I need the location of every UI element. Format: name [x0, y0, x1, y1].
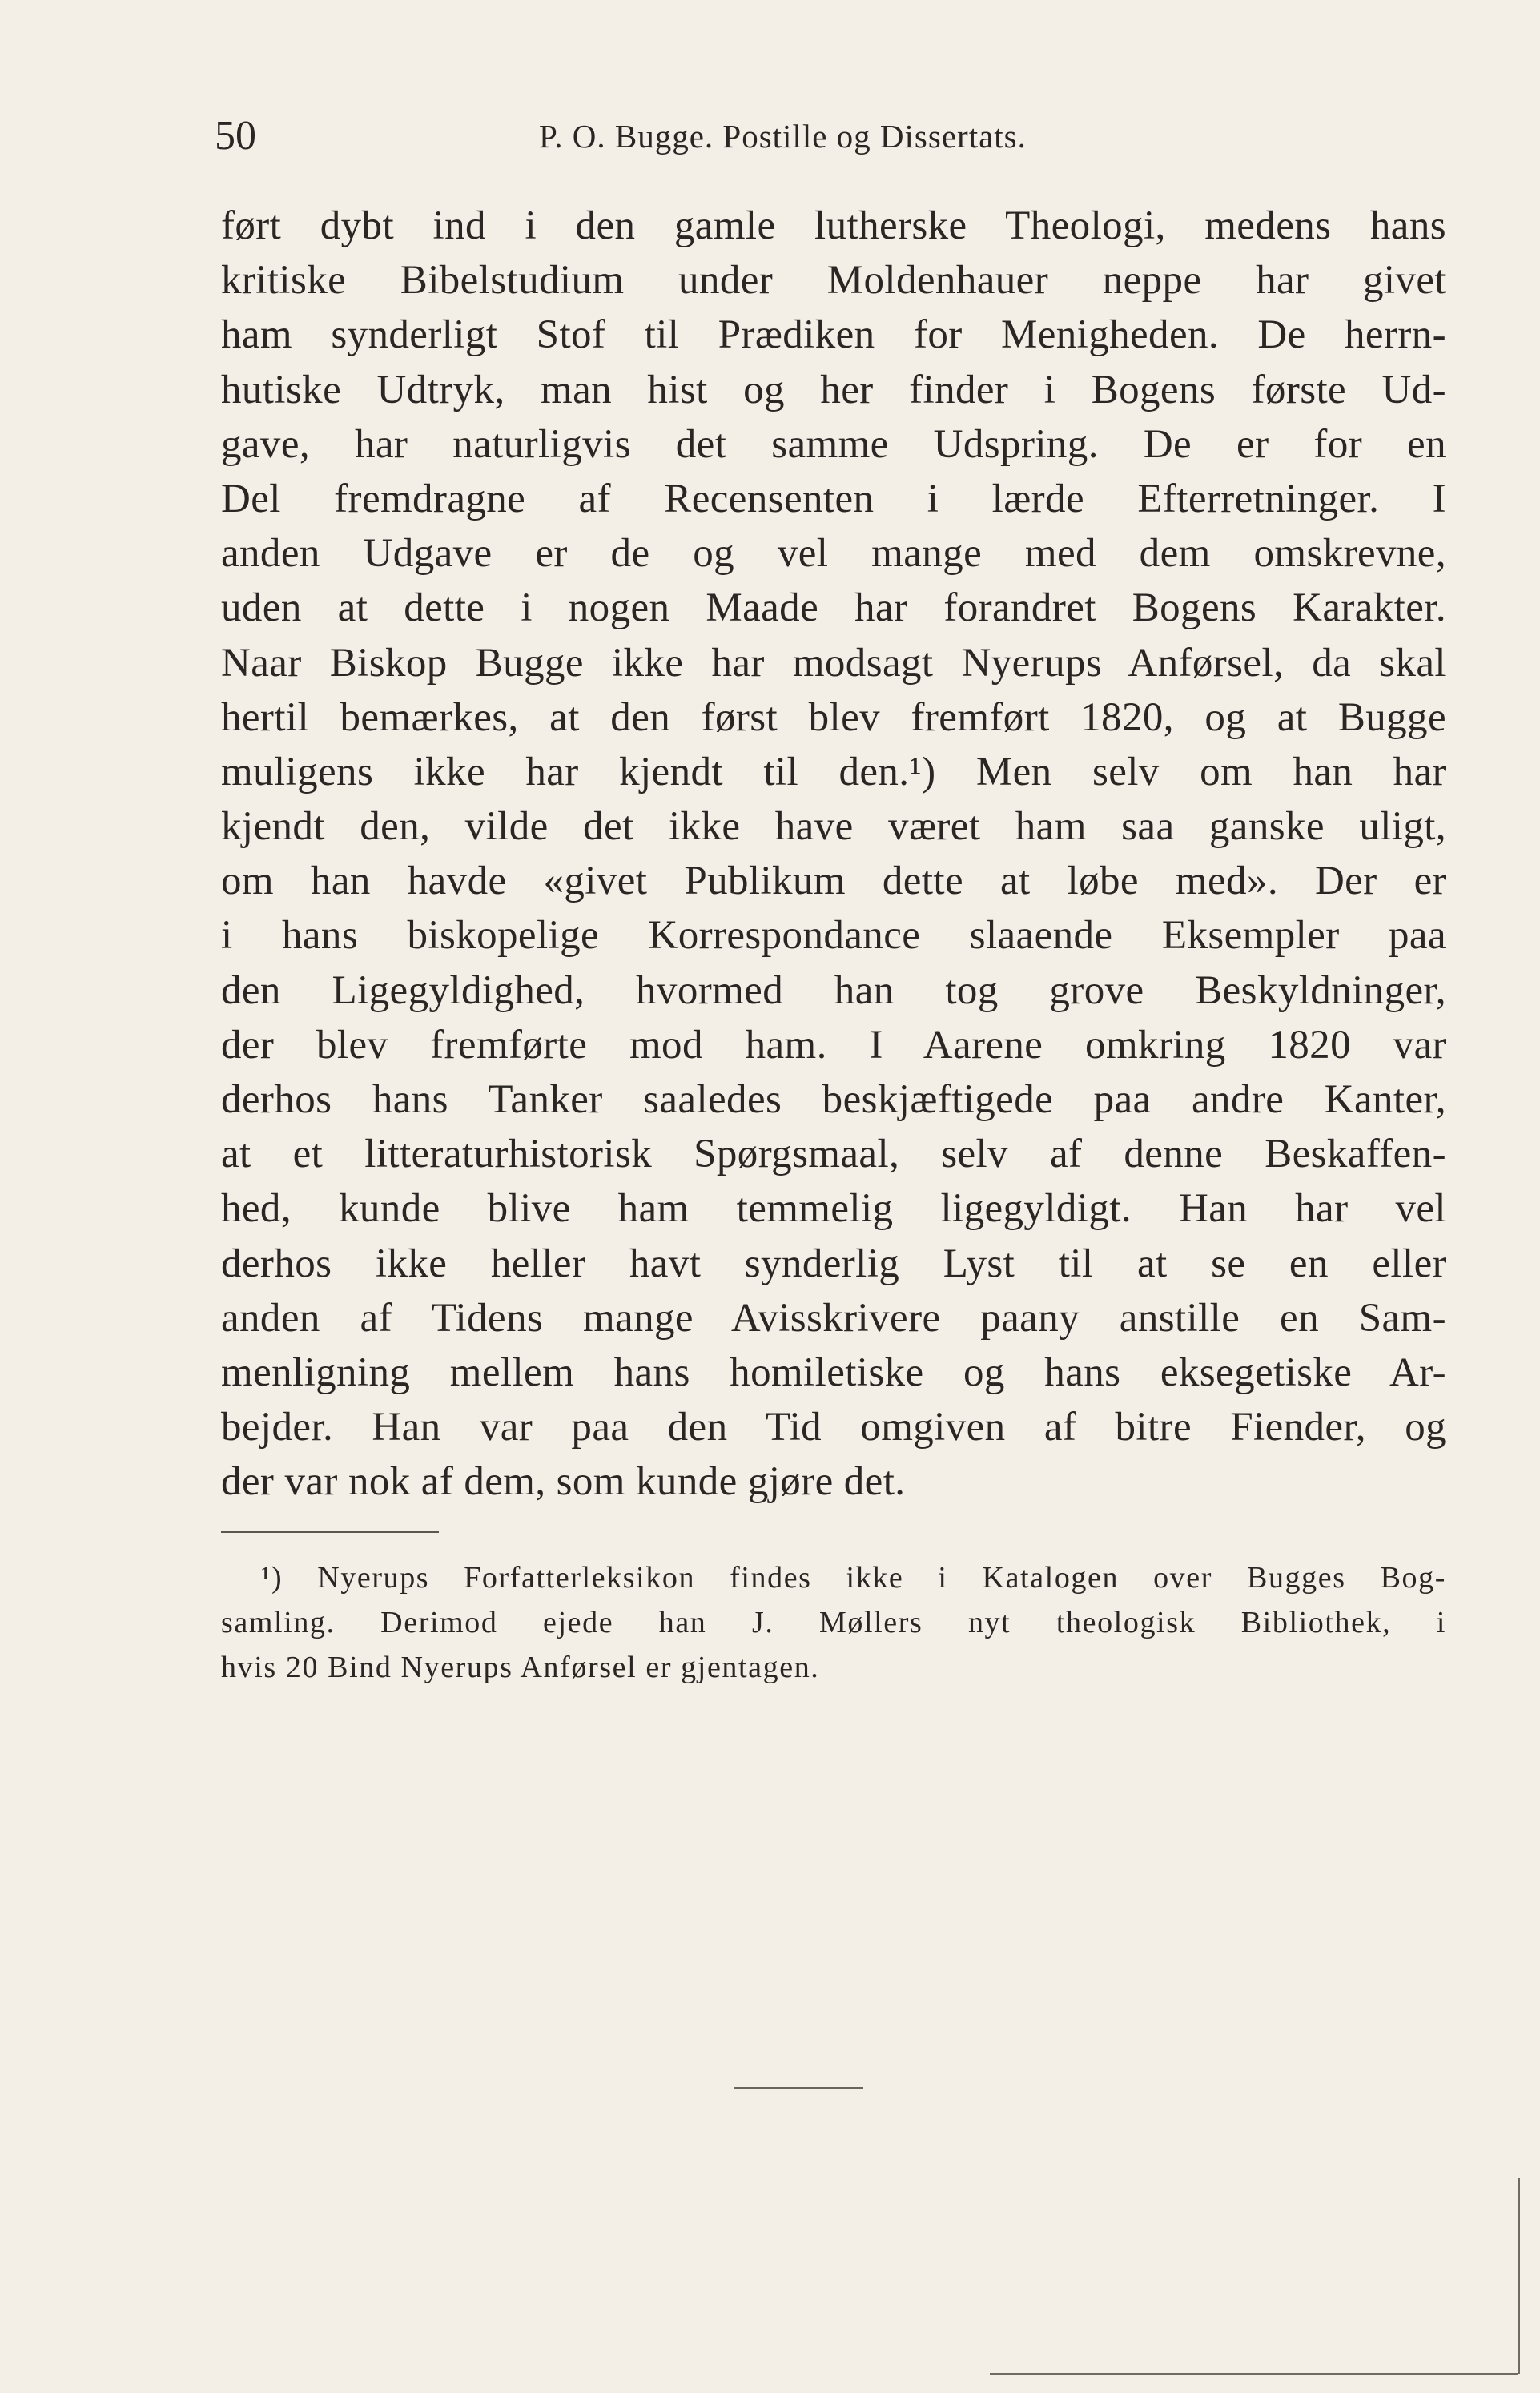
text-line: hed, kunde blive ham temmelig ligegyldigt. Han har vel — [221, 1186, 1446, 1232]
text-line: bejder. Han var paa den Tid omgiven af bitre Fiender, og — [221, 1405, 1446, 1450]
text-line: menligning mellem hans homiletiske og hans eksegetiske Ar- — [221, 1349, 1446, 1395]
text-line: Del fremdragne af Recensenten i lærde Efterretninger. I — [221, 476, 1446, 521]
text-line: kjendt den, vilde det ikke have været ham saa ganske uligt, — [221, 804, 1446, 850]
text-line: gave, har naturligvis det samme Udspring. De er for en — [221, 421, 1446, 467]
text-line: derhos hans Tanker saaledes beskjæftigede paa andre Kanter, — [221, 1077, 1446, 1122]
page-number: 50 — [215, 113, 256, 159]
text-line: anden Udgave er de og vel mange med dem omskrevne, — [221, 531, 1446, 577]
text-line: hutiske Udtryk, man hist og her finder i Bogens første Ud- — [221, 367, 1446, 412]
running-title: P. O. Bugge. Postille og Dissertats. — [539, 118, 1027, 155]
footnote-divider — [221, 1531, 439, 1533]
text-line: anden af Tidens mange Avisskrivere paany anstille en Sam- — [221, 1295, 1446, 1341]
text-line: derhos ikke heller havt synderlig Lyst til at se en eller — [221, 1241, 1446, 1286]
scan-edge-line — [990, 2373, 1518, 2375]
text-line: at et litteraturhistorisk Spørgsmaal, selv af denne Beskaffen- — [221, 1132, 1446, 1177]
text-line: uden at dette i nogen Maade har forandret Bogens Karakter. — [221, 585, 1446, 631]
footnote-line: ¹) Nyerups Forfatterleksikon findes ikke i Katalogen over Bugges Bog- — [261, 1561, 1446, 1595]
page-header — [215, 112, 1448, 160]
text-line: hertil bemærkes, at den først blev fremført 1820, og at Bugge — [221, 694, 1446, 740]
footnote-line: hvis 20 Bind Nyerups Anførsel er gjentagen. — [221, 1651, 820, 1684]
scan-edge-line — [1518, 2178, 1520, 2374]
footnote-line: samling. Derimod ejede han J. Møllers nyt theologisk Bibliothek, i — [221, 1606, 1446, 1639]
text-line: Naar Biskop Bugge ikke har modsagt Nyerups Anførsel, da skal — [221, 640, 1446, 686]
body-text — [221, 199, 1446, 1510]
text-line: der blev fremførte mod ham. I Aarene omkring 1820 var — [221, 1022, 1446, 1068]
text-line: der var nok af dem, som kunde gjøre det. — [221, 1459, 906, 1505]
footnote — [221, 1555, 1446, 1690]
text-line: om han havde «givet Publikum dette at løbe med». Der er — [221, 859, 1446, 904]
text-line: muligens ikke har kjendt til den.¹) Men selv om han har — [221, 749, 1446, 794]
text-line: den Ligegyldighed, hvormed han tog grove Beskyldninger, — [221, 967, 1446, 1013]
text-line: ham synderligt Stof til Prædiken for Menigheden. De herrn- — [221, 312, 1446, 358]
text-line: ført dybt ind i den gamle lutherske Theologi, medens hans — [221, 203, 1446, 248]
end-rule — [734, 2087, 863, 2089]
text-line: kritiske Bibelstudium under Moldenhauer neppe har givet — [221, 258, 1446, 304]
text-line: i hans biskopelige Korrespondance slaaende Eksempler paa — [221, 913, 1446, 959]
